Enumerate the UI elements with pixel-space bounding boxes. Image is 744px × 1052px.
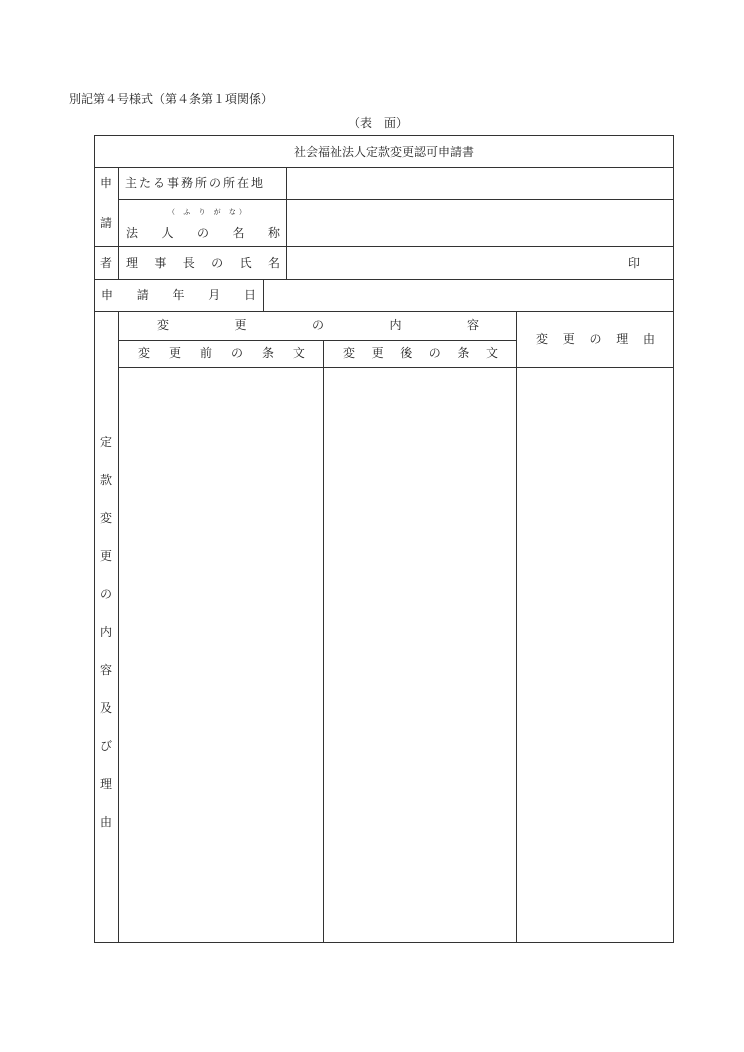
rule [118,367,674,368]
furigana-label: （ ふ り が な） [168,208,249,216]
rule [118,167,119,279]
rule [263,279,264,311]
changes-char: び [100,739,113,753]
form-title: 社会福祉法人定款変更認可申請書 [293,145,474,159]
side-label: （表 面） [348,116,409,130]
changes-char: 款 [100,473,113,487]
after-article-field[interactable] [325,369,515,942]
application-date-label: 申 請 年 月 日 [101,288,256,302]
change-contents-header: 変 更 の 内 容 [157,318,479,332]
chairman-name-field[interactable] [288,248,672,278]
rule [94,311,674,312]
applicant-char: 者 [100,256,113,270]
seal-mark: 印 [628,256,641,270]
change-reason-field[interactable] [518,369,673,942]
changes-char: 理 [100,777,113,791]
changes-char: 及 [100,701,113,715]
office-address-field[interactable] [288,169,672,198]
rule [94,279,674,280]
rule [286,167,287,279]
changes-char: 由 [100,815,113,829]
corporation-name-field[interactable] [288,201,672,245]
changes-char: 容 [100,663,113,677]
changes-char: 更 [100,549,113,563]
changes-char: の [100,587,113,601]
office-address-label: 主たる事務所の所在地 [125,176,266,190]
form-number-label: 別記第４号様式（第４条第１項関係） [69,92,274,106]
rule [94,167,674,168]
before-article-field[interactable] [120,369,322,942]
rule [118,340,516,341]
changes-char: 変 [100,511,113,525]
application-date-field[interactable] [265,281,672,310]
changes-char: 定 [100,435,113,449]
rule [323,340,324,943]
chairman-name-label: 理 事 長 の 氏 名 [126,256,280,270]
rule [118,199,674,200]
rule [94,246,674,247]
before-article-header: 変 更 前 の 条 文 [138,346,305,360]
rule [118,311,119,943]
corporation-name-label: 法 人 の 名 称 [126,226,280,240]
change-reason-header: 変 更 の 理 由 [536,332,655,346]
applicant-char: 申 [100,176,113,190]
changes-char: 内 [100,625,113,639]
after-article-header: 変 更 後 の 条 文 [343,346,498,360]
rule [516,311,517,943]
applicant-char: 請 [100,216,113,230]
